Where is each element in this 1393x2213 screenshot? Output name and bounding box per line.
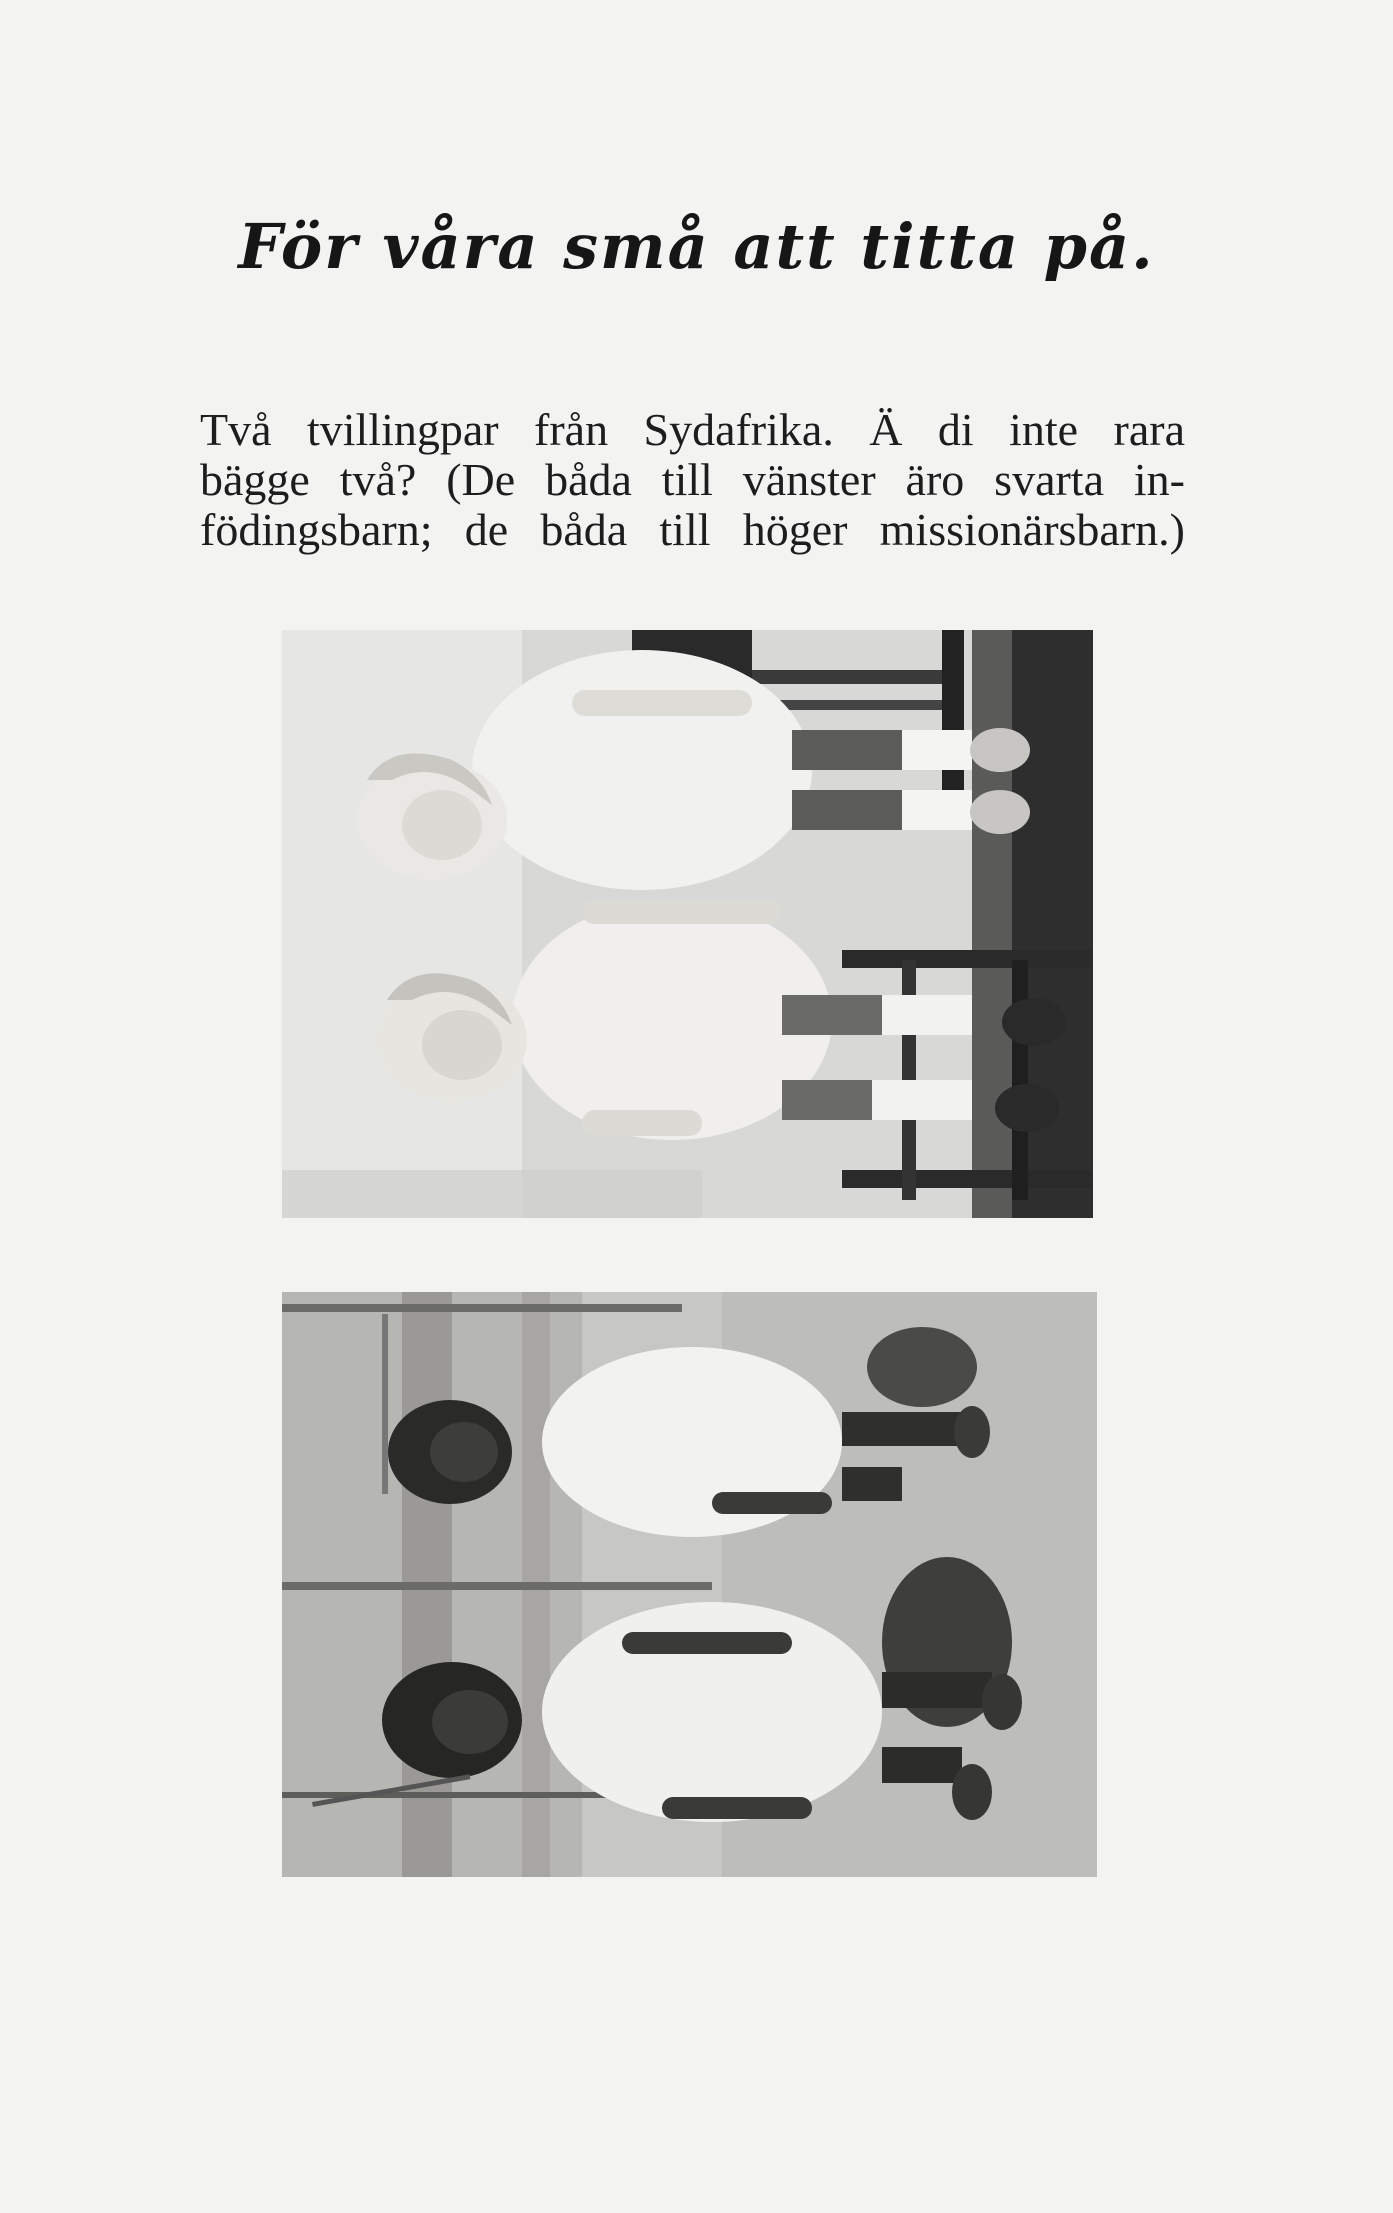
native-twins-image: [282, 1292, 1097, 1877]
missionary-twins-photo: [282, 630, 1093, 1218]
native-twins-photo: [282, 1292, 1097, 1877]
caption-line-2: bägge två? (De båda till vänster äro svarta in-: [200, 454, 1185, 505]
missionary-twins-image: [282, 630, 1093, 1218]
caption-line-3: födingsbarn; de båda till höger missionärsbarn.): [200, 504, 1185, 555]
photo-caption: [200, 405, 1185, 555]
caption-line-1: Två tvillingpar från Sydafrika. Ä di inte rara: [200, 404, 1185, 455]
page-title: För våra små att titta på.: [238, 210, 1155, 283]
